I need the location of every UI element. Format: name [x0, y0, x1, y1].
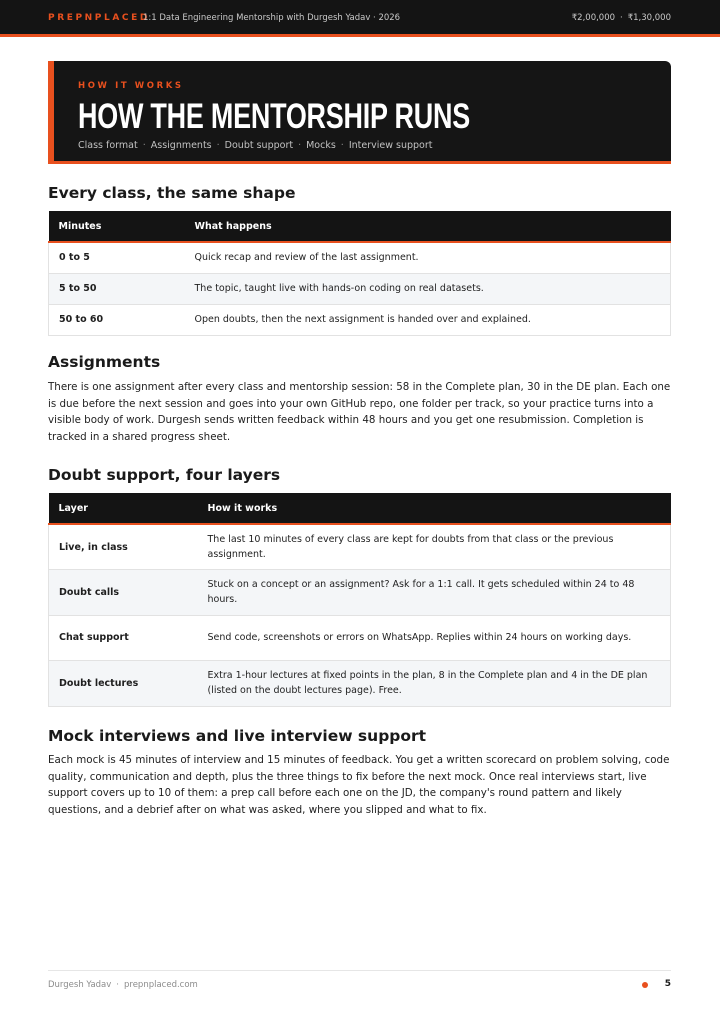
footer-credits [48, 980, 198, 990]
hero-tag: Class format [78, 140, 138, 151]
tag-separator: · [142, 140, 146, 151]
hero-banner [48, 61, 671, 164]
hero-tag: Interview support [348, 140, 433, 151]
tag-separator: · [298, 140, 302, 151]
assignments-heading: Assignments [48, 353, 161, 371]
column-header: Layer [49, 493, 198, 524]
column-header: What happens [185, 211, 671, 242]
page-footer [48, 970, 671, 990]
footer-site: prepnplaced.com [124, 980, 198, 990]
hero-tag: Assignments [150, 140, 212, 151]
price-full: ₹2,00,000 [571, 13, 616, 23]
mock-interviews-heading: Mock interviews and live interview support [48, 727, 427, 745]
layer-cell: Chat support [49, 615, 198, 661]
description-cell: The topic, taught live with hands-on coding on real datasets. [185, 273, 671, 304]
table-header-row [49, 493, 671, 524]
doubt-support-table [48, 493, 671, 707]
hero-tags [78, 140, 433, 151]
tag-separator: · [340, 140, 344, 151]
description-cell: Extra 1-hour lectures at fixed points in the plan, 8 in the Complete plan and 4 in the DE plan (listed on the doubt lectures page). Free. [198, 661, 671, 707]
table-row [49, 242, 671, 273]
program-subtitle: 1:1 Data Engineering Mentorship with Durgesh Yadav · 2026 [143, 13, 401, 23]
class-format-table [48, 211, 671, 336]
minutes-cell: 0 to 5 [49, 242, 185, 273]
assignments-body: There is one assignment after every class and mentorship session: 58 in the Complete plan, 30 in the DE plan. Each one is due before the next session and goes into your own GitHub repo, one folder per track, so your practice turns into a visible body of work. Durgesh sends written feedback within 48 hours and you get one resubmission. Completion is tracked in a shared progress sheet. [48, 381, 671, 443]
description-cell: Open doubts, then the next assignment is handed over and explained. [185, 304, 671, 335]
table-header-row [49, 211, 671, 242]
description-cell: Stuck on a concept or an assignment? Ask for a 1:1 call. It gets scheduled within 24 to 48 hours. [198, 570, 671, 616]
table-row [49, 615, 671, 661]
price-de: ₹1,30,000 [627, 13, 671, 23]
top-bar [0, 0, 720, 37]
footer-author: Durgesh Yadav [48, 980, 112, 990]
footer-separator: · [116, 980, 119, 990]
column-header: Minutes [49, 211, 185, 242]
page-title: HOW THE MENTORSHIP RUNS [78, 97, 470, 136]
layer-cell: Doubt calls [49, 570, 198, 616]
brand-name: PREPNPLACED [48, 13, 150, 23]
layer-cell: Live, in class [49, 524, 198, 570]
mock-interviews-body: Each mock is 45 minutes of interview and 15 minutes of feedback. You get a written scorecard on problem solving, code quality, communication and depth, plus the three things to fix before the next mock. Once real interviews start, live support covers up to 10 of them: a prep call before each one on the JD, the company's round pattern and likely questions, and a debrief after on what was asked, where you slipped and what to fix. [48, 754, 670, 816]
column-header: How it works [198, 493, 671, 524]
table-row [49, 661, 671, 707]
price-separator: · [620, 13, 623, 23]
accent-dot [642, 982, 648, 988]
hero-tag: Doubt support [224, 140, 294, 151]
table-row [49, 304, 671, 335]
doubt-support-heading: Doubt support, four layers [48, 466, 281, 484]
tag-separator: · [216, 140, 220, 151]
table-row [49, 524, 671, 570]
minutes-cell: 50 to 60 [49, 304, 185, 335]
price-info [572, 13, 671, 23]
description-cell: Quick recap and review of the last assignment. [185, 242, 671, 273]
minutes-cell: 5 to 50 [49, 273, 185, 304]
hero-eyebrow: HOW IT WORKS [78, 81, 184, 91]
hero-tag: Mocks [306, 140, 336, 151]
description-cell: Send code, screenshots or errors on WhatsApp. Replies within 24 hours on working days. [198, 615, 671, 661]
class-format-heading: Every class, the same shape [48, 184, 296, 202]
page-number: 5 [664, 979, 671, 989]
table-row [49, 273, 671, 304]
layer-cell: Doubt lectures [49, 661, 198, 707]
table-row [49, 570, 671, 616]
description-cell: The last 10 minutes of every class are kept for doubts from that class or the previous assignment. [198, 524, 671, 570]
